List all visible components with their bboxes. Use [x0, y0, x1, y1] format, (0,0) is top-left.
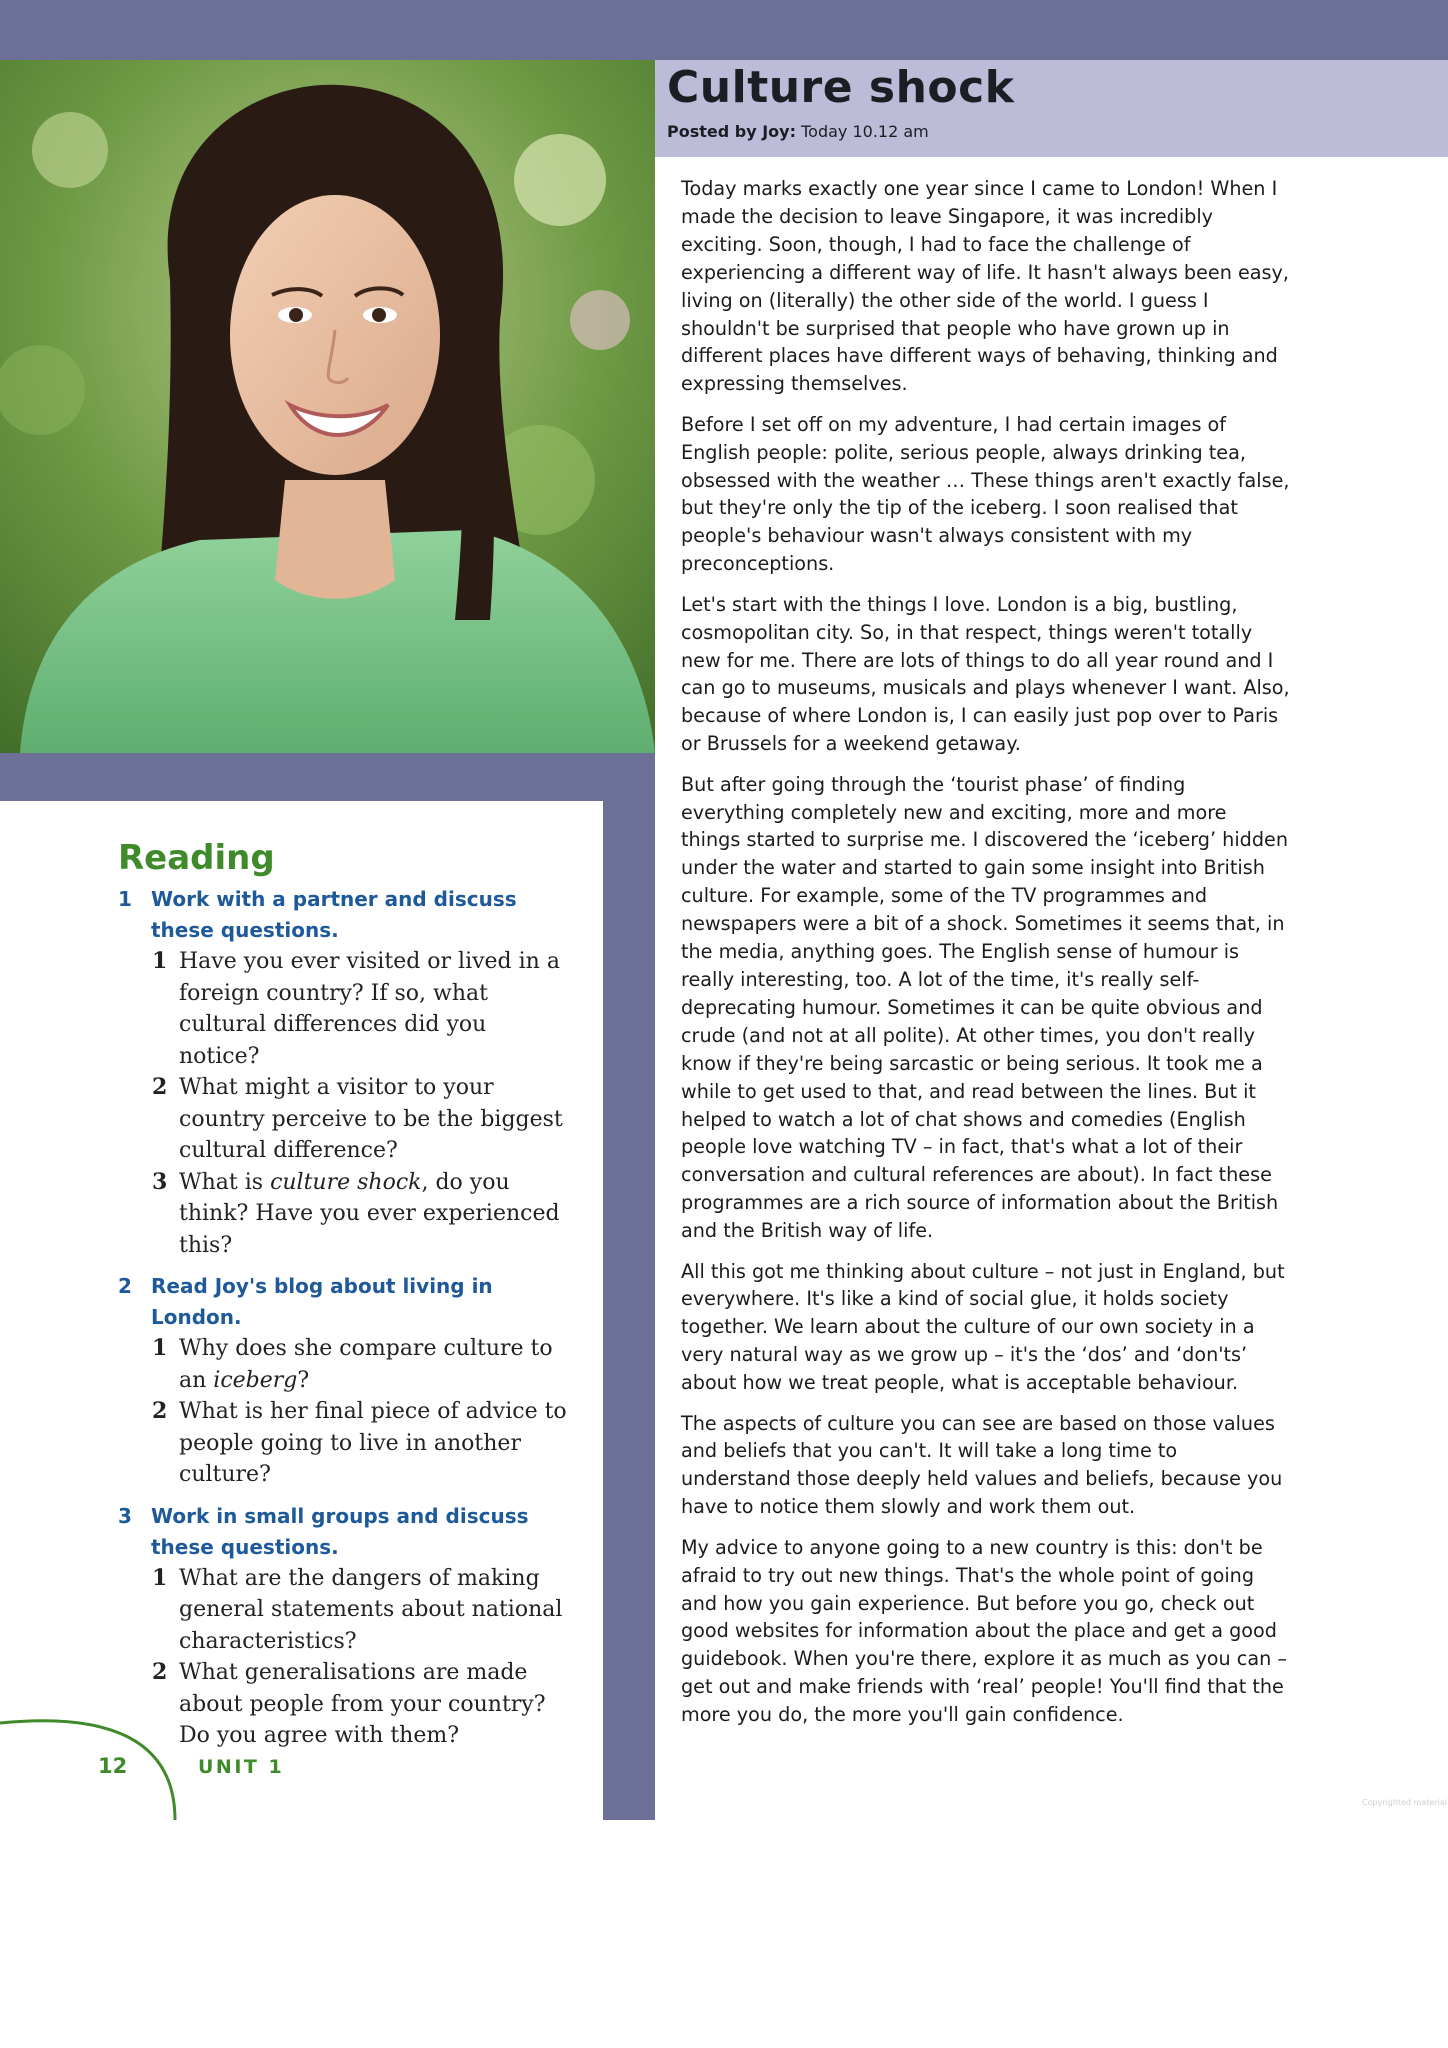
- top-color-band: [0, 0, 1448, 60]
- posted-by-line: [667, 122, 929, 141]
- task-heading-text: Read Joy's blog about living in London.: [151, 1274, 493, 1329]
- question-number: 1: [152, 948, 168, 974]
- task-heading-text: Work with a partner and discuss these questions.: [151, 887, 517, 942]
- posted-time: Today 10.12 am: [801, 122, 929, 141]
- task-number: 3: [118, 1503, 132, 1528]
- question-text: Have you ever visited or lived in a foreign country? If so, what cultural differences did you notice?: [179, 949, 560, 1069]
- question-number: 2: [152, 1074, 168, 1100]
- task-number: 2: [118, 1274, 132, 1298]
- photo-bottom-band: [0, 753, 655, 801]
- question-text: What are the dangers of making general statements about national characteristics?: [179, 1565, 563, 1654]
- task-number: 1: [118, 887, 132, 911]
- question-item: [118, 1563, 573, 1658]
- task-heading: [118, 884, 573, 946]
- blog-paragraph: The aspects of culture you can see are based on those values and beliefs that you can't. It will take a long time to understand those deeply held values and beliefs, because you have to notice them slowly and work them out.: [681, 1411, 1283, 1519]
- blog-paragraph: Before I set off on my adventure, I had certain images of English people: polite, serious people, always drinking tea, obsessed with the weather … These things aren't exactly false, but they're only the tip of the iceberg. I soon realised that people's behaviour wasn't always consistent with my preconceptions.: [681, 412, 1290, 576]
- column-divider-band: [603, 753, 655, 1820]
- task-heading: [118, 1271, 573, 1333]
- question-number: 2: [152, 1398, 168, 1424]
- question-text: What generalisations are made about people from your country? Do you agree with them?: [179, 1660, 546, 1748]
- photo-smiling-woman: [0, 60, 655, 753]
- question-text: Why does she compare culture to an iceberg?: [179, 1336, 553, 1393]
- unit-label: UNIT 1: [198, 1756, 285, 1778]
- question-number: 1: [152, 1335, 168, 1361]
- question-item: [118, 1167, 573, 1262]
- blog-title: Culture shock: [667, 62, 1015, 113]
- reading-section: [118, 838, 573, 1762]
- question-text: What is culture shock, do you think? Have you ever experienced this?: [179, 1169, 560, 1258]
- question-item: [118, 1396, 573, 1491]
- task-1: [118, 884, 573, 1261]
- task-heading: [118, 1501, 573, 1563]
- question-number: 3: [152, 1168, 168, 1195]
- task-2: [118, 1271, 573, 1491]
- blog-paragraph: Let's start with the things I love. London is a big, bustling, cosmopolitan city. So, in that respect, things weren't totally new for me. There are lots of things to do all year round and I can go to museums, musicals and plays whenever I want. Also, because of where London is, I can easily just pop over to Paris or Brussels for a weekend getaway.: [681, 592, 1290, 756]
- question-item: [118, 946, 573, 1072]
- question-item: [118, 1333, 573, 1396]
- question-item: [118, 1072, 573, 1167]
- question-text: What might a visitor to your country perceive to be the biggest cultural difference?: [179, 1075, 563, 1163]
- blog-paragraph: Today marks exactly one year since I came to London! When I made the decision to leave Singapore, it was incredibly exciting. Soon, though, I had to face the challenge of experiencing a different way of life. It hasn't always been easy, living on (literally) the other side of the world. I guess I shouldn't be surprised that people who have grown up in different places have different ways of behaving, thinking and expressing themselves.: [681, 177, 1289, 396]
- task-heading-text: Work in small groups and discuss these questions.: [151, 1503, 529, 1559]
- posted-by-label: Posted by Joy:: [667, 122, 796, 141]
- blog-body: [681, 175, 1291, 1742]
- blog-paragraph: But after going through the ‘tourist phase’ of finding everything completely new and exciting, more and more things started to surprise me. I discovered the ‘iceberg’ hidden under the water and started to gain some insight into British culture. For example, some of the TV programmes and newspapers were a bit of a shock. Sometimes it seems that, in the media, anything goes. The English sense of humour is really interesting, too. A lot of the time, it's really self-deprecating humour. Sometimes it can be quite obvious and crude (and not at all polite). At other times, you don't really know if they're being sarcastic or being serious. It took me a while to get used to that, and read between the lines. But it helped to watch a lot of chat shows and comedies (English people love watching TV – in fact, that's what a lot of their conversation and cultural references are about). In fact these programmes are a rich source of information about the British and the British way of life.: [681, 772, 1288, 1243]
- question-number: 2: [152, 1659, 168, 1685]
- reading-title: Reading: [118, 838, 275, 878]
- question-number: 1: [152, 1564, 168, 1591]
- blog-paragraph: All this got me thinking about culture – not just in England, but everywhere. It's like a kind of social glue, it holds society together. We learn about the culture of our own society in a very natural way as we grow up – it's the ‘dos’ and ‘don'ts’ about how we treat people, what is acceptable behaviour.: [681, 1259, 1285, 1395]
- italic-term: iceberg: [213, 1367, 298, 1393]
- question-text: What is her final piece of advice to people going to live in another culture?: [179, 1399, 567, 1487]
- watermark: Copyrighted material: [1362, 1798, 1448, 1807]
- page-number: 12: [98, 1754, 128, 1778]
- blog-paragraph: My advice to anyone going to a new country is this: don't be afraid to try out new things. That's the whole point of going and how you gain experience. But before you go, check out good websites for information about the place and get a good guidebook. When you're there, explore it as much as you can – get out and make friends with ‘real’ people! You'll find that the more you do, the more you'll gain confidence.: [681, 1535, 1287, 1727]
- italic-term: culture shock: [270, 1169, 422, 1195]
